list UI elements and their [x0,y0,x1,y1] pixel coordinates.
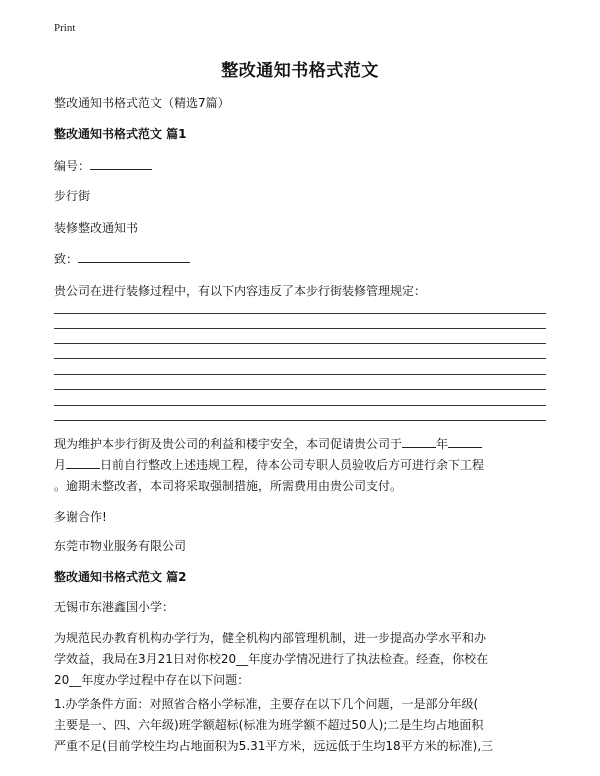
ruled-line [54,328,546,329]
document-title: 整改通知书格式范文 [221,61,379,81]
violation-intro: 贵公司在进行装修过程中，有以下内容违反了本步行街装修管理规定： [54,284,427,298]
month-blank [448,435,482,448]
section-2-heading: 整改通知书格式范文 篇2 [54,570,187,584]
document-subtitle: 整改通知书格式范文（精选7篇） [54,96,230,110]
body-text: 日前自行整改上述违规工程，待本公司专职人员验收后方可进行余下工程 [100,458,485,472]
year-label: 年 [436,437,449,451]
ruled-line [54,358,546,359]
notice-title: 装修整改通知书 [54,221,139,235]
street-name: 步行街 [54,189,91,203]
thanks-text: 多谢合作! [54,510,107,524]
ruled-line [54,420,546,421]
year-blank [402,435,436,448]
rectification-paragraph [54,434,546,497]
ruled-line [54,374,546,375]
body-text: 20__年度办学过程中存在以下问题： [54,673,250,687]
ruled-line [54,313,546,314]
body-text: 学效益，我局在3月21日对你校20__年度办学情况进行了执法检查。经查，你校在 [54,652,489,666]
body-text: 1.办学条件方面：对照省合格小学标准，主要存在以下几个问题，一是部分年级( [54,697,479,711]
body-text: 为规范民办教育机构办学行为，健全机构内部管理机制，进一步提高办学水平和办 [54,631,487,645]
ruled-line [54,405,546,406]
month-label: 月 [54,458,67,472]
inspection-paragraph [54,628,546,691]
school-recipient: 无锡市东港鑫国小学： [54,600,175,614]
ruled-line [54,343,546,344]
print-link[interactable]: Print [54,22,76,34]
body-text: 严重不足(目前学校生均占地面积为5.31平方米，远远低于生均18平方米的标准),三 [54,739,494,753]
body-text: 主要是一、四、六年级)班学额超标(标准为班学额不超过50人);二是生均占地面积 [54,718,484,732]
company-signature: 东莞市物业服务有限公司 [54,539,187,553]
day-blank [66,456,100,469]
body-text: 。逾期未整改者，本司将采取强制措施，所需费用由贵公司支付。 [54,479,403,493]
recipient-blank [78,250,190,263]
number-blank [90,157,152,170]
conditions-paragraph [54,694,546,757]
body-text: 现为维护本步行街及贵公司的利益和楼宇安全，本司促请贵公司于 [54,437,403,451]
section-1-heading: 整改通知书格式范文 篇1 [54,127,187,141]
ruled-line [54,389,546,390]
number-label: 编号： [54,159,91,173]
to-label: 致： [54,252,79,266]
number-field-row [54,157,152,175]
recipient-row [54,250,190,268]
